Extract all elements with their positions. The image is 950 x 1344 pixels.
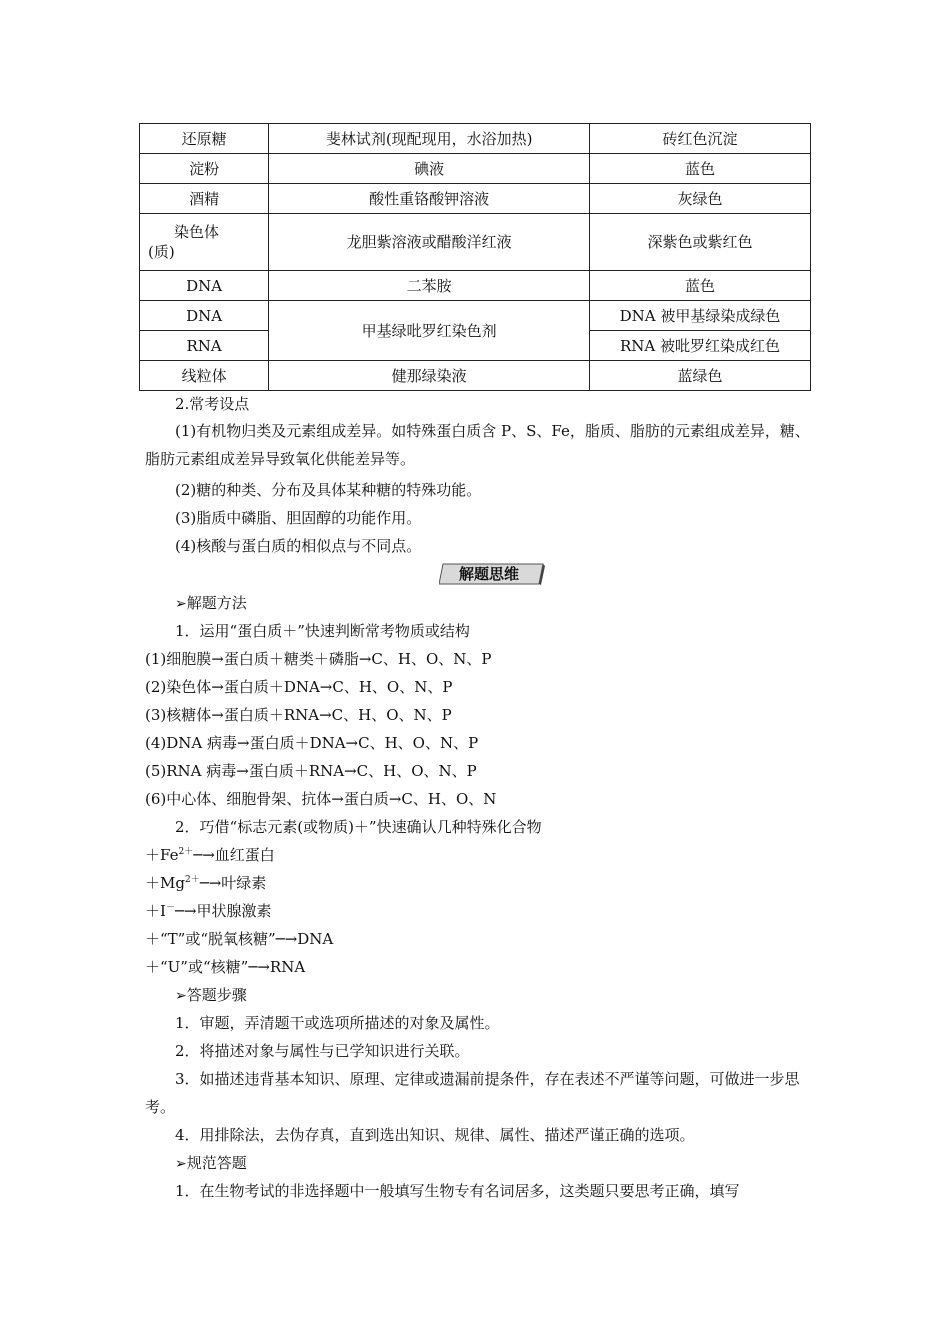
ion-charge: 2＋ — [184, 875, 200, 885]
list-item: (5)RNA 病毒→蛋白质＋RNA→C、H、O、N、P — [145, 762, 477, 780]
table-row — [140, 271, 811, 301]
element-symbol: ＋I — [145, 902, 166, 920]
table-row — [140, 154, 811, 184]
table-cell: 深紫色或紫红色 — [590, 214, 811, 271]
list-item: (6)中心体、细胞骨架、抗体→蛋白质→C、H、O、N — [145, 790, 497, 808]
list-item: (1)细胞膜→蛋白质＋糖类＋磷脂→C、H、O、N、P — [145, 650, 492, 668]
list-item: (2)染色体→蛋白质＋DNA→C、H、O、N、P — [145, 678, 453, 696]
list-item: ＋“T”或“脱氧核糖”─→DNA — [145, 930, 334, 948]
table-cell: DNA — [140, 271, 269, 301]
list-item — [145, 872, 266, 894]
list-item: 2．将描述对象与属性与已学知识进行关联。 — [175, 1042, 470, 1060]
list-item: (3)脂质中磷脂、胆固醇的功能作用。 — [175, 509, 422, 527]
table-cell: 斐林试剂(现配现用，水浴加热) — [269, 124, 590, 154]
arrow-bullet-icon: ➢ — [175, 988, 187, 1004]
table-cell: 健那绿染液 — [269, 361, 590, 391]
table-cell: 酸性重铬酸钾溶液 — [269, 184, 590, 214]
table-row — [140, 361, 811, 391]
arrow-bullet-icon: ➢ — [175, 1156, 187, 1172]
table-cell: 酒精 — [140, 184, 269, 214]
list-item: 1．审题，弄清题干或选项所描述的对象及属性。 — [175, 1014, 500, 1032]
table-row — [140, 301, 811, 331]
element-symbol: ＋Fe — [145, 846, 179, 864]
list-item: 4．用排除法，去伪存真，直到选出知识、规律、属性、描述严谨正确的选项。 — [175, 1126, 695, 1144]
table-cell: 蓝色 — [590, 154, 811, 184]
paragraph: 1．运用“蛋白质＋”快速判断常考物质或结构 — [175, 622, 470, 640]
table-row — [140, 124, 811, 154]
table-cell: 灰绿色 — [590, 184, 811, 214]
table-cell: RNA 被吡罗红染成红色 — [590, 331, 811, 361]
paragraph: (1)有机物归类及元素组成差异。如特殊蛋白质含 P、S、Fe，脂质、脂肪的元素组成差异，糖、脂肪元素组成差异导致氧化供能差异等。 — [145, 422, 810, 468]
subsection-heading — [175, 592, 247, 615]
ion-charge: － — [165, 903, 175, 913]
cell-line: (质) — [148, 243, 175, 261]
arrow-bullet-icon: ➢ — [175, 596, 187, 612]
table-row — [140, 214, 811, 271]
arrow-target: ─→血红蛋白 — [193, 846, 275, 864]
subsection-heading — [175, 984, 247, 1007]
element-symbol: ＋Mg — [145, 874, 185, 892]
paragraph: 3．如描述违背基本知识、原理、定律或遗漏前提条件，存在表述不严谨等问题，可做进一步思考。 — [145, 1070, 800, 1116]
reagent-table — [139, 123, 811, 391]
arrow-target: ─→甲状腺激素 — [174, 902, 272, 920]
table-cell: 甲基绿吡罗红染色剂 — [269, 301, 590, 361]
cell-line: 染色体 — [174, 223, 220, 241]
table-cell — [140, 214, 269, 271]
table-cell: DNA 被甲基绿染成绿色 — [590, 301, 811, 331]
table-cell: 砖红色沉淀 — [590, 124, 811, 154]
list-item — [145, 900, 272, 922]
list-item: ＋“U”或“核糖”─→RNA — [145, 958, 306, 976]
table-cell: 蓝色 — [590, 271, 811, 301]
table-row — [140, 184, 811, 214]
table-cell: 蓝绿色 — [590, 361, 811, 391]
list-item: (4)DNA 病毒→蛋白质＋DNA→C、H、O、N、P — [145, 734, 479, 752]
list-item: (4)核酸与蛋白质的相似点与不同点。 — [175, 537, 422, 555]
table-cell: 还原糖 — [140, 124, 269, 154]
section-heading: 2.常考设点 — [175, 395, 250, 413]
paragraph: 1．在生物考试的非选择题中一般填写生物专有名词居多，这类题只要思考正确，填写 — [175, 1182, 740, 1200]
table-cell: 龙胆紫溶液或醋酸洋红液 — [269, 214, 590, 271]
heading-text: 解题方法 — [186, 594, 247, 612]
section-badge — [439, 563, 545, 585]
table-cell: RNA — [140, 331, 269, 361]
list-item — [145, 844, 275, 866]
table-cell: 淀粉 — [140, 154, 269, 184]
heading-text: 规范答题 — [186, 1154, 247, 1172]
table-cell: DNA — [140, 301, 269, 331]
paragraph: 2．巧借“标志元素(或物质)＋”快速确认几种特殊化合物 — [175, 818, 542, 836]
table-cell: 碘液 — [269, 154, 590, 184]
subsection-heading — [175, 1152, 247, 1175]
heading-text: 答题步骤 — [186, 986, 247, 1004]
badge-label: 解题思维 — [458, 565, 519, 583]
list-item: (3)核糖体→蛋白质＋RNA→C、H、O、N、P — [145, 706, 452, 724]
table-cell: 二苯胺 — [269, 271, 590, 301]
arrow-target: ─→叶绿素 — [199, 874, 267, 892]
table-cell: 线粒体 — [140, 361, 269, 391]
ion-charge: 2＋ — [178, 847, 194, 857]
list-item: (2)糖的种类、分布及具体某种糖的特殊功能。 — [175, 481, 482, 499]
